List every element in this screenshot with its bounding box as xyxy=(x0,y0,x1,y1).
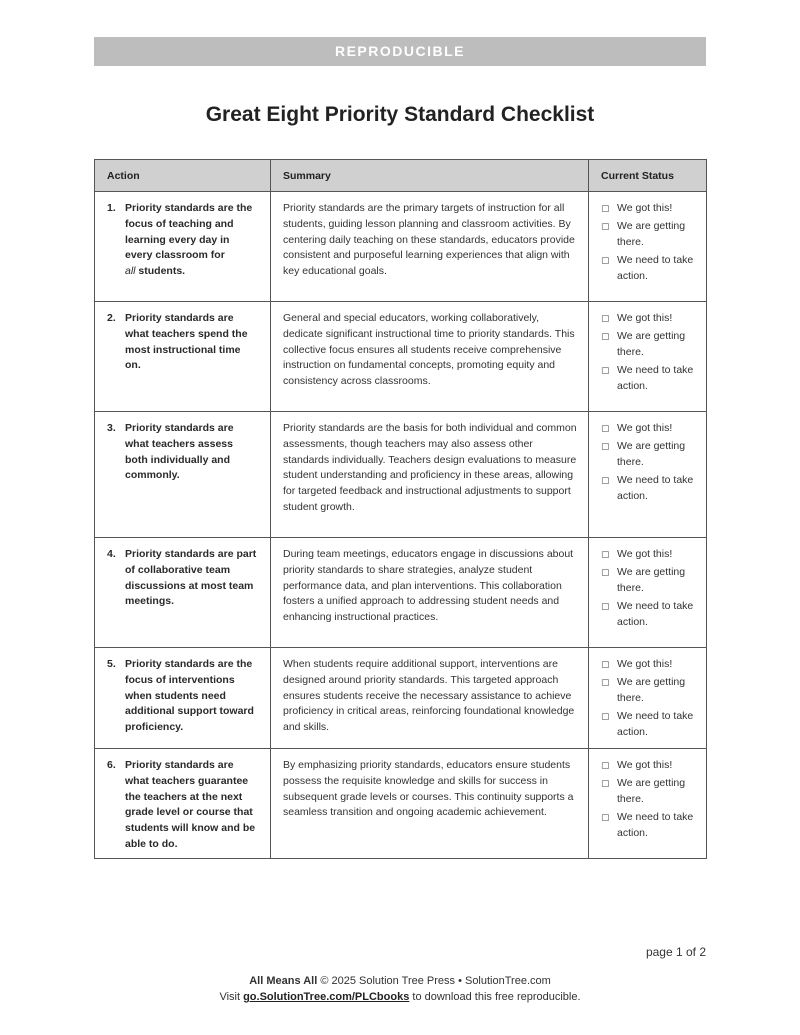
status-option-got-this[interactable] xyxy=(601,758,696,774)
status-option-getting-there[interactable] xyxy=(601,776,696,808)
action-number: 5. xyxy=(107,658,116,670)
empty-checkbox-icon[interactable]: ▢ xyxy=(601,475,610,486)
action-cell xyxy=(95,412,271,538)
table-row xyxy=(95,538,707,648)
action-item xyxy=(107,311,260,374)
header-current-status: Current Status xyxy=(589,160,707,192)
empty-checkbox-icon[interactable]: ▢ xyxy=(601,365,610,376)
empty-checkbox-icon[interactable]: ▢ xyxy=(601,812,610,823)
download-link[interactable]: go.SolutionTree.com/PLCbooks xyxy=(243,991,410,1003)
status-option-need-action[interactable] xyxy=(601,473,696,505)
action-text xyxy=(125,547,260,610)
footer-copyright-line xyxy=(0,973,800,989)
status-option-getting-there[interactable] xyxy=(601,675,696,707)
summary-cell: Priority standards are the primary targets of instruction for all students, guiding lesson planning and classroom activities. By centering daily teaching on these standards, educators provide consistent and purposeful learning experiences that align with key educational goals. xyxy=(271,192,589,302)
empty-checkbox-icon[interactable]: ▢ xyxy=(601,601,610,612)
action-item xyxy=(107,657,260,736)
action-number: 6. xyxy=(107,759,116,771)
header-action: Action xyxy=(95,160,271,192)
status-option-got-this[interactable] xyxy=(601,311,696,327)
empty-checkbox-icon[interactable]: ▢ xyxy=(601,255,610,266)
status-option-label: We are getting there. xyxy=(617,220,686,249)
copyright-text: © 2025 Solution Tree Press • SolutionTree.com xyxy=(317,975,551,987)
summary-cell: General and special educators, working collaboratively, dedicate significant instructional time to priority standards. This collective focus ensures all students receive comprehensive instruction on fundamental concepts, promoting equity and consistency across classrooms. xyxy=(271,302,589,412)
action-text-main: Priority standards are the focus of teaching and learning every day in every classroom for xyxy=(125,202,253,262)
empty-checkbox-icon[interactable]: ▢ xyxy=(601,549,610,559)
status-cell xyxy=(589,749,707,859)
status-cell xyxy=(589,648,707,749)
checklist-table xyxy=(94,159,707,859)
status-option-label: We are getting there. xyxy=(617,777,686,806)
status-option-need-action[interactable] xyxy=(601,253,696,285)
action-text xyxy=(125,758,260,853)
table-row xyxy=(95,648,707,749)
status-option-need-action[interactable] xyxy=(601,363,696,395)
status-cell xyxy=(589,302,707,412)
status-option-label: We got this! xyxy=(617,422,673,434)
action-item xyxy=(107,547,260,610)
footer-download-line xyxy=(0,989,800,1005)
action-text-main: Priority standards are what teachers spend the most instructional time on. xyxy=(125,312,248,372)
status-option-label: We got this! xyxy=(617,658,673,670)
action-cell xyxy=(95,648,271,749)
empty-checkbox-icon[interactable]: ▢ xyxy=(601,760,610,770)
status-option-label: We are getting there. xyxy=(617,676,686,705)
table-row xyxy=(95,412,707,538)
empty-checkbox-icon[interactable]: ▢ xyxy=(601,659,610,669)
status-option-label: We are getting there. xyxy=(617,330,686,359)
empty-checkbox-icon[interactable]: ▢ xyxy=(601,778,610,789)
action-cell xyxy=(95,538,271,648)
book-title: All Means All xyxy=(249,975,318,987)
page-number: page 1 of 2 xyxy=(645,945,706,959)
empty-checkbox-icon[interactable]: ▢ xyxy=(601,567,610,578)
summary-cell: During team meetings, educators engage in discussions about priority standards to share strategies, analyze student performance data, and plan interventions. This collaboration fosters a unified approach to addressing student needs and enhancing instructional practices. xyxy=(271,538,589,648)
action-text xyxy=(125,421,260,484)
table-header-row xyxy=(95,160,707,192)
action-text xyxy=(125,311,260,374)
visit-text: Visit xyxy=(219,991,244,1003)
action-text-tail: students. xyxy=(135,265,186,278)
reproducible-banner: REPRODUCIBLE xyxy=(94,37,706,66)
status-option-getting-there[interactable] xyxy=(601,565,696,597)
status-option-label: We need to take action. xyxy=(617,474,694,503)
status-option-got-this[interactable] xyxy=(601,201,696,217)
table-row xyxy=(95,749,707,859)
action-item xyxy=(107,758,260,853)
download-tail-text: to download this free reproducible. xyxy=(409,991,581,1003)
status-option-label: We need to take action. xyxy=(617,600,694,629)
status-option-getting-there[interactable] xyxy=(601,329,696,361)
summary-cell: When students require additional support, interventions are designed around priority standards. This targeted approach ensures students receive the necessary assistance to achieve proficiency in critical areas, reinforcing foundational knowledge and skills. xyxy=(271,648,589,749)
empty-checkbox-icon[interactable]: ▢ xyxy=(601,203,610,213)
status-option-label: We need to take action. xyxy=(617,364,694,393)
status-option-got-this[interactable] xyxy=(601,547,696,563)
table-row xyxy=(95,302,707,412)
empty-checkbox-icon[interactable]: ▢ xyxy=(601,331,610,342)
action-cell xyxy=(95,192,271,302)
status-cell xyxy=(589,192,707,302)
action-text-main: Priority standards are what teachers assess both individually and commonly. xyxy=(125,422,234,482)
status-option-getting-there[interactable] xyxy=(601,219,696,251)
status-cell xyxy=(589,538,707,648)
summary-cell: Priority standards are the basis for both individual and common assessments, though teachers may also assess other standards individually. Teachers design evaluations to measure student understanding and proficiency in these areas, allowing for targeted feedback and instructional adjustments to support student growth. xyxy=(271,412,589,538)
table-row xyxy=(95,192,707,302)
status-option-label: We are getting there. xyxy=(617,566,686,595)
status-option-got-this[interactable] xyxy=(601,421,696,437)
empty-checkbox-icon[interactable]: ▢ xyxy=(601,677,610,688)
empty-checkbox-icon[interactable]: ▢ xyxy=(601,711,610,722)
status-option-label: We got this! xyxy=(617,548,673,560)
status-option-getting-there[interactable] xyxy=(601,439,696,471)
action-number: 1. xyxy=(107,202,116,214)
page-title: Great Eight Priority Standard Checklist xyxy=(205,103,595,126)
action-text xyxy=(125,657,260,736)
status-option-label: We need to take action. xyxy=(617,254,694,283)
status-option-label: We got this! xyxy=(617,202,673,214)
action-text-main: Priority standards are part of collaborative team discussions at most team meetings. xyxy=(125,548,257,608)
summary-cell: By emphasizing priority standards, educators ensure students possess the requisite knowledge and skills for success in subsequent grade levels or courses. This continuity supports a seamless transition and ongoing academic achievement. xyxy=(271,749,589,859)
status-option-label: We got this! xyxy=(617,312,673,324)
action-number: 3. xyxy=(107,422,116,434)
status-option-need-action[interactable] xyxy=(601,599,696,631)
action-item xyxy=(107,421,260,484)
empty-checkbox-icon[interactable]: ▢ xyxy=(601,423,610,433)
status-option-label: We are getting there. xyxy=(617,440,686,469)
status-cell xyxy=(589,412,707,538)
status-option-need-action[interactable] xyxy=(601,709,696,741)
empty-checkbox-icon[interactable]: ▢ xyxy=(601,313,610,323)
status-option-got-this[interactable] xyxy=(601,657,696,673)
action-text-main: Priority standards are the focus of interventions when students need additional support toward proficiency. xyxy=(125,658,254,734)
action-item xyxy=(107,201,260,280)
action-text-main: Priority standards are what teachers guarantee the teachers at the next grade level or course that students will know and be able to do. xyxy=(125,759,256,850)
status-option-label: We need to take action. xyxy=(617,710,694,739)
action-cell xyxy=(95,302,271,412)
action-text xyxy=(125,201,260,280)
action-number: 4. xyxy=(107,548,116,560)
footer xyxy=(0,973,800,1005)
action-cell xyxy=(95,749,271,859)
status-option-need-action[interactable] xyxy=(601,810,696,842)
status-option-label: We need to take action. xyxy=(617,811,694,840)
status-option-label: We got this! xyxy=(617,759,673,771)
empty-checkbox-icon[interactable]: ▢ xyxy=(601,441,610,452)
action-number: 2. xyxy=(107,312,116,324)
empty-checkbox-icon[interactable]: ▢ xyxy=(601,221,610,232)
action-text-emphasis: all xyxy=(125,265,136,278)
header-summary: Summary xyxy=(271,160,589,192)
